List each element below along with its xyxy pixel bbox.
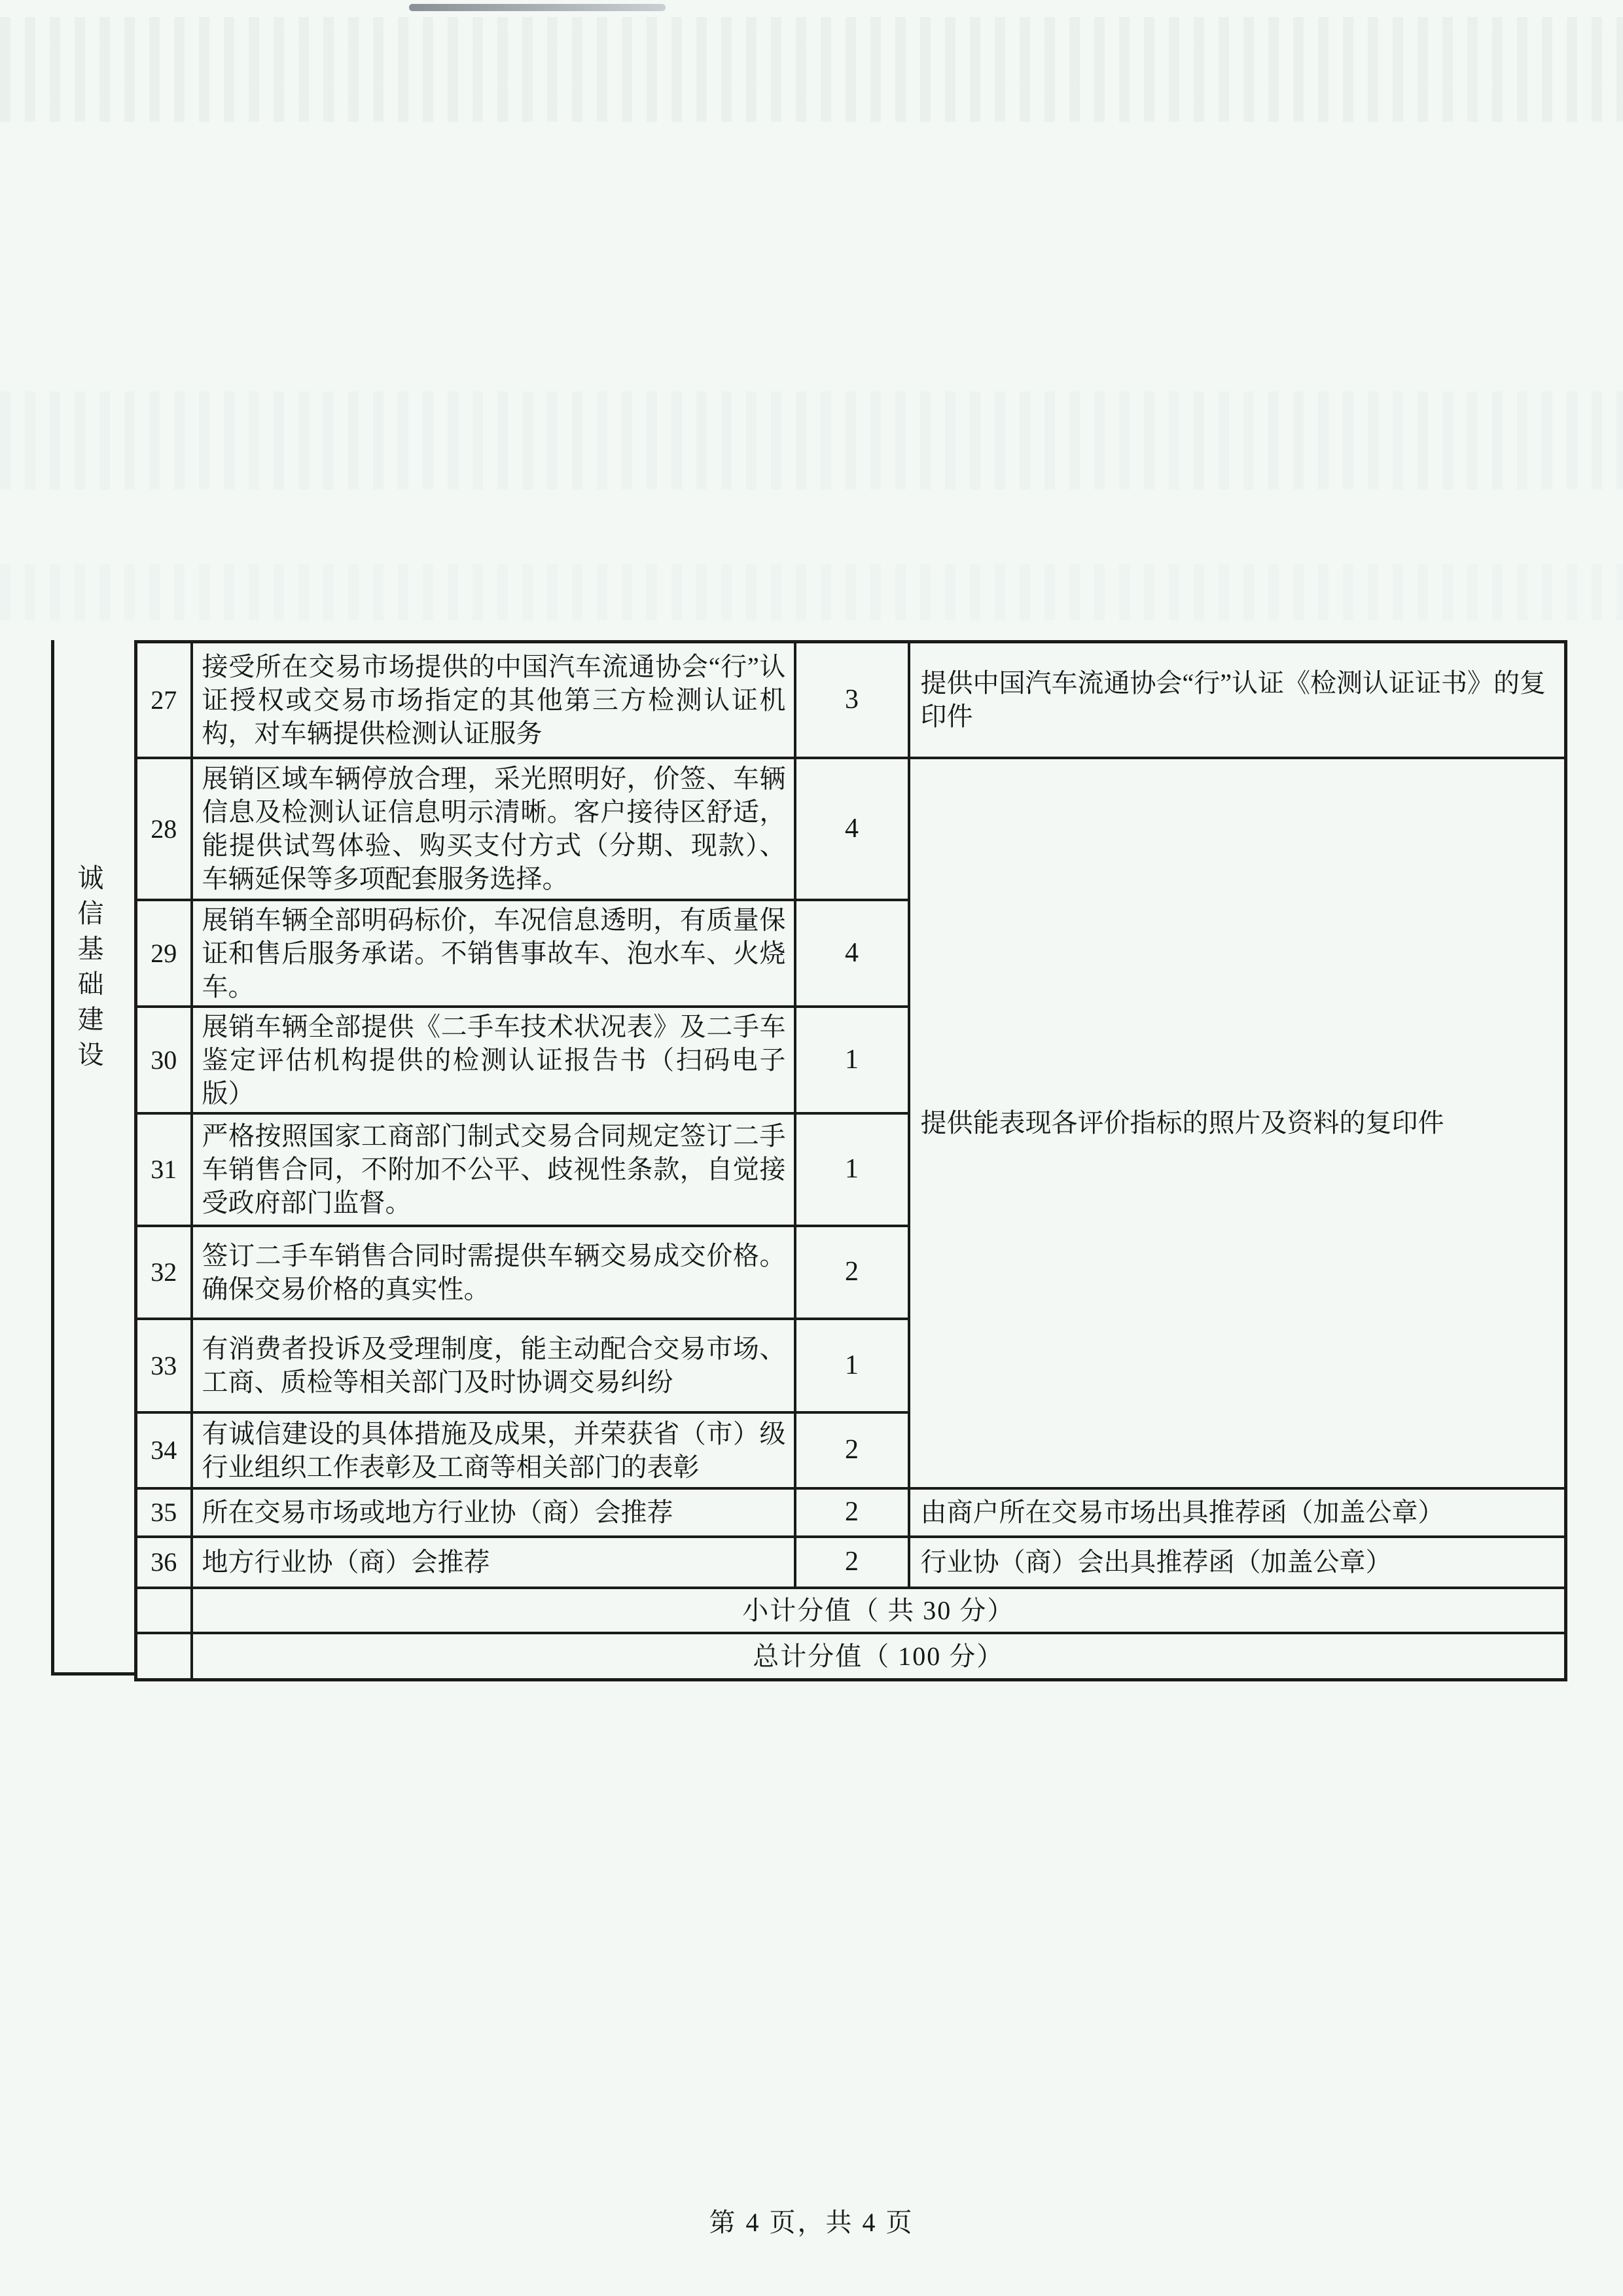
criteria-text: 展销区域车辆停放合理，采光照明好，价签、车辆信息及检测认证信息明示清晰。客户接待区舒适，能提供试驾体验、购买支付方式（分期、现款）、车辆延保等多项配套服务选择。 xyxy=(192,758,795,900)
criteria-row-36 xyxy=(136,1537,1566,1588)
evidence-text: 行业协（商）会出具推荐函（加盖公章） xyxy=(909,1537,1566,1588)
scan-smudge-mark xyxy=(409,4,666,11)
criteria-text: 签订二手车销售合同时需提供车辆交易成交价格。确保交易价格的真实性。 xyxy=(192,1226,795,1319)
total-row xyxy=(136,1633,1566,1680)
row-number: 28 xyxy=(136,758,192,900)
evaluation-table xyxy=(134,640,1567,1681)
score-value: 2 xyxy=(795,1412,909,1488)
row-number: 35 xyxy=(136,1488,192,1537)
subtotal-label: 小计分值（ 共 30 分） xyxy=(192,1588,1566,1633)
row-number: 29 xyxy=(136,900,192,1007)
criteria-row-27 xyxy=(136,642,1566,758)
score-value: 2 xyxy=(795,1537,909,1588)
row-number: 34 xyxy=(136,1412,192,1488)
score-value: 1 xyxy=(795,1113,909,1226)
merged-evidence-text: 提供能表现各评价指标的照片及资料的复印件 xyxy=(909,758,1566,1488)
evaluation-table-body xyxy=(136,642,1566,1680)
page-footer: 第 4 页，共 4 页 xyxy=(709,2208,914,2237)
criteria-text: 地方行业协（商）会推荐 xyxy=(192,1537,795,1588)
row-number: 31 xyxy=(136,1113,192,1226)
score-value: 2 xyxy=(795,1226,909,1319)
scan-artifact-band-middle xyxy=(0,391,1623,490)
row-number: 27 xyxy=(136,642,192,758)
section-column-integrity-foundation xyxy=(51,640,134,1676)
criteria-text: 有诚信建设的具体措施及成果，并荣获省（市）级行业组织工作表彰及工商等相关部门的表彰 xyxy=(192,1412,795,1488)
row-number: 30 xyxy=(136,1007,192,1113)
row-number: 33 xyxy=(136,1319,192,1412)
criteria-text: 所在交易市场或地方行业协（商）会推荐 xyxy=(192,1488,795,1537)
evaluation-table-wrap xyxy=(134,640,1567,1681)
row-number: 36 xyxy=(136,1537,192,1588)
criteria-text: 有消费者投诉及受理制度，能主动配合交易市场、工商、质检等相关部门及时协调交易纠纷 xyxy=(192,1319,795,1412)
total-empty-number-cell xyxy=(136,1633,192,1680)
scan-artifact-band-top xyxy=(0,17,1623,122)
criteria-text: 展销车辆全部明码标价，车况信息透明，有质量保证和售后服务承诺。不销售事故车、泡水车、火烧车。 xyxy=(192,900,795,1007)
row-number: 32 xyxy=(136,1226,192,1319)
score-value: 3 xyxy=(795,642,909,758)
score-value: 1 xyxy=(795,1007,909,1113)
evidence-text: 由商户所在交易市场出具推荐函（加盖公章） xyxy=(909,1488,1566,1537)
score-value: 4 xyxy=(795,900,909,1007)
criteria-text: 接受所在交易市场提供的中国汽车流通协会“行”认证授权或交易市场指定的其他第三方检测认证机构，对车辆提供检测认证服务 xyxy=(192,642,795,758)
criteria-row-28 xyxy=(136,758,1566,900)
total-label: 总计分值（ 100 分） xyxy=(192,1633,1566,1680)
criteria-text: 严格按照国家工商部门制式交易合同规定签订二手车销售合同，不附加不公平、歧视性条款，自觉接受政府部门监督。 xyxy=(192,1113,795,1226)
score-value: 1 xyxy=(795,1319,909,1412)
subtotal-row xyxy=(136,1588,1566,1633)
criteria-row-35 xyxy=(136,1488,1566,1537)
scan-artifact-band-lower xyxy=(0,564,1623,620)
score-value: 2 xyxy=(795,1488,909,1537)
subtotal-empty-number-cell xyxy=(136,1588,192,1633)
criteria-text: 展销车辆全部提供《二手车技术状况表》及二手车鉴定评估机构提供的检测认证报告书（扫码电子版） xyxy=(192,1007,795,1113)
section-label: 诚信基础建设 xyxy=(77,863,111,1069)
score-value: 4 xyxy=(795,758,909,900)
evidence-text: 提供中国汽车流通协会“行”认证《检测认证证书》的复印件 xyxy=(909,642,1566,758)
